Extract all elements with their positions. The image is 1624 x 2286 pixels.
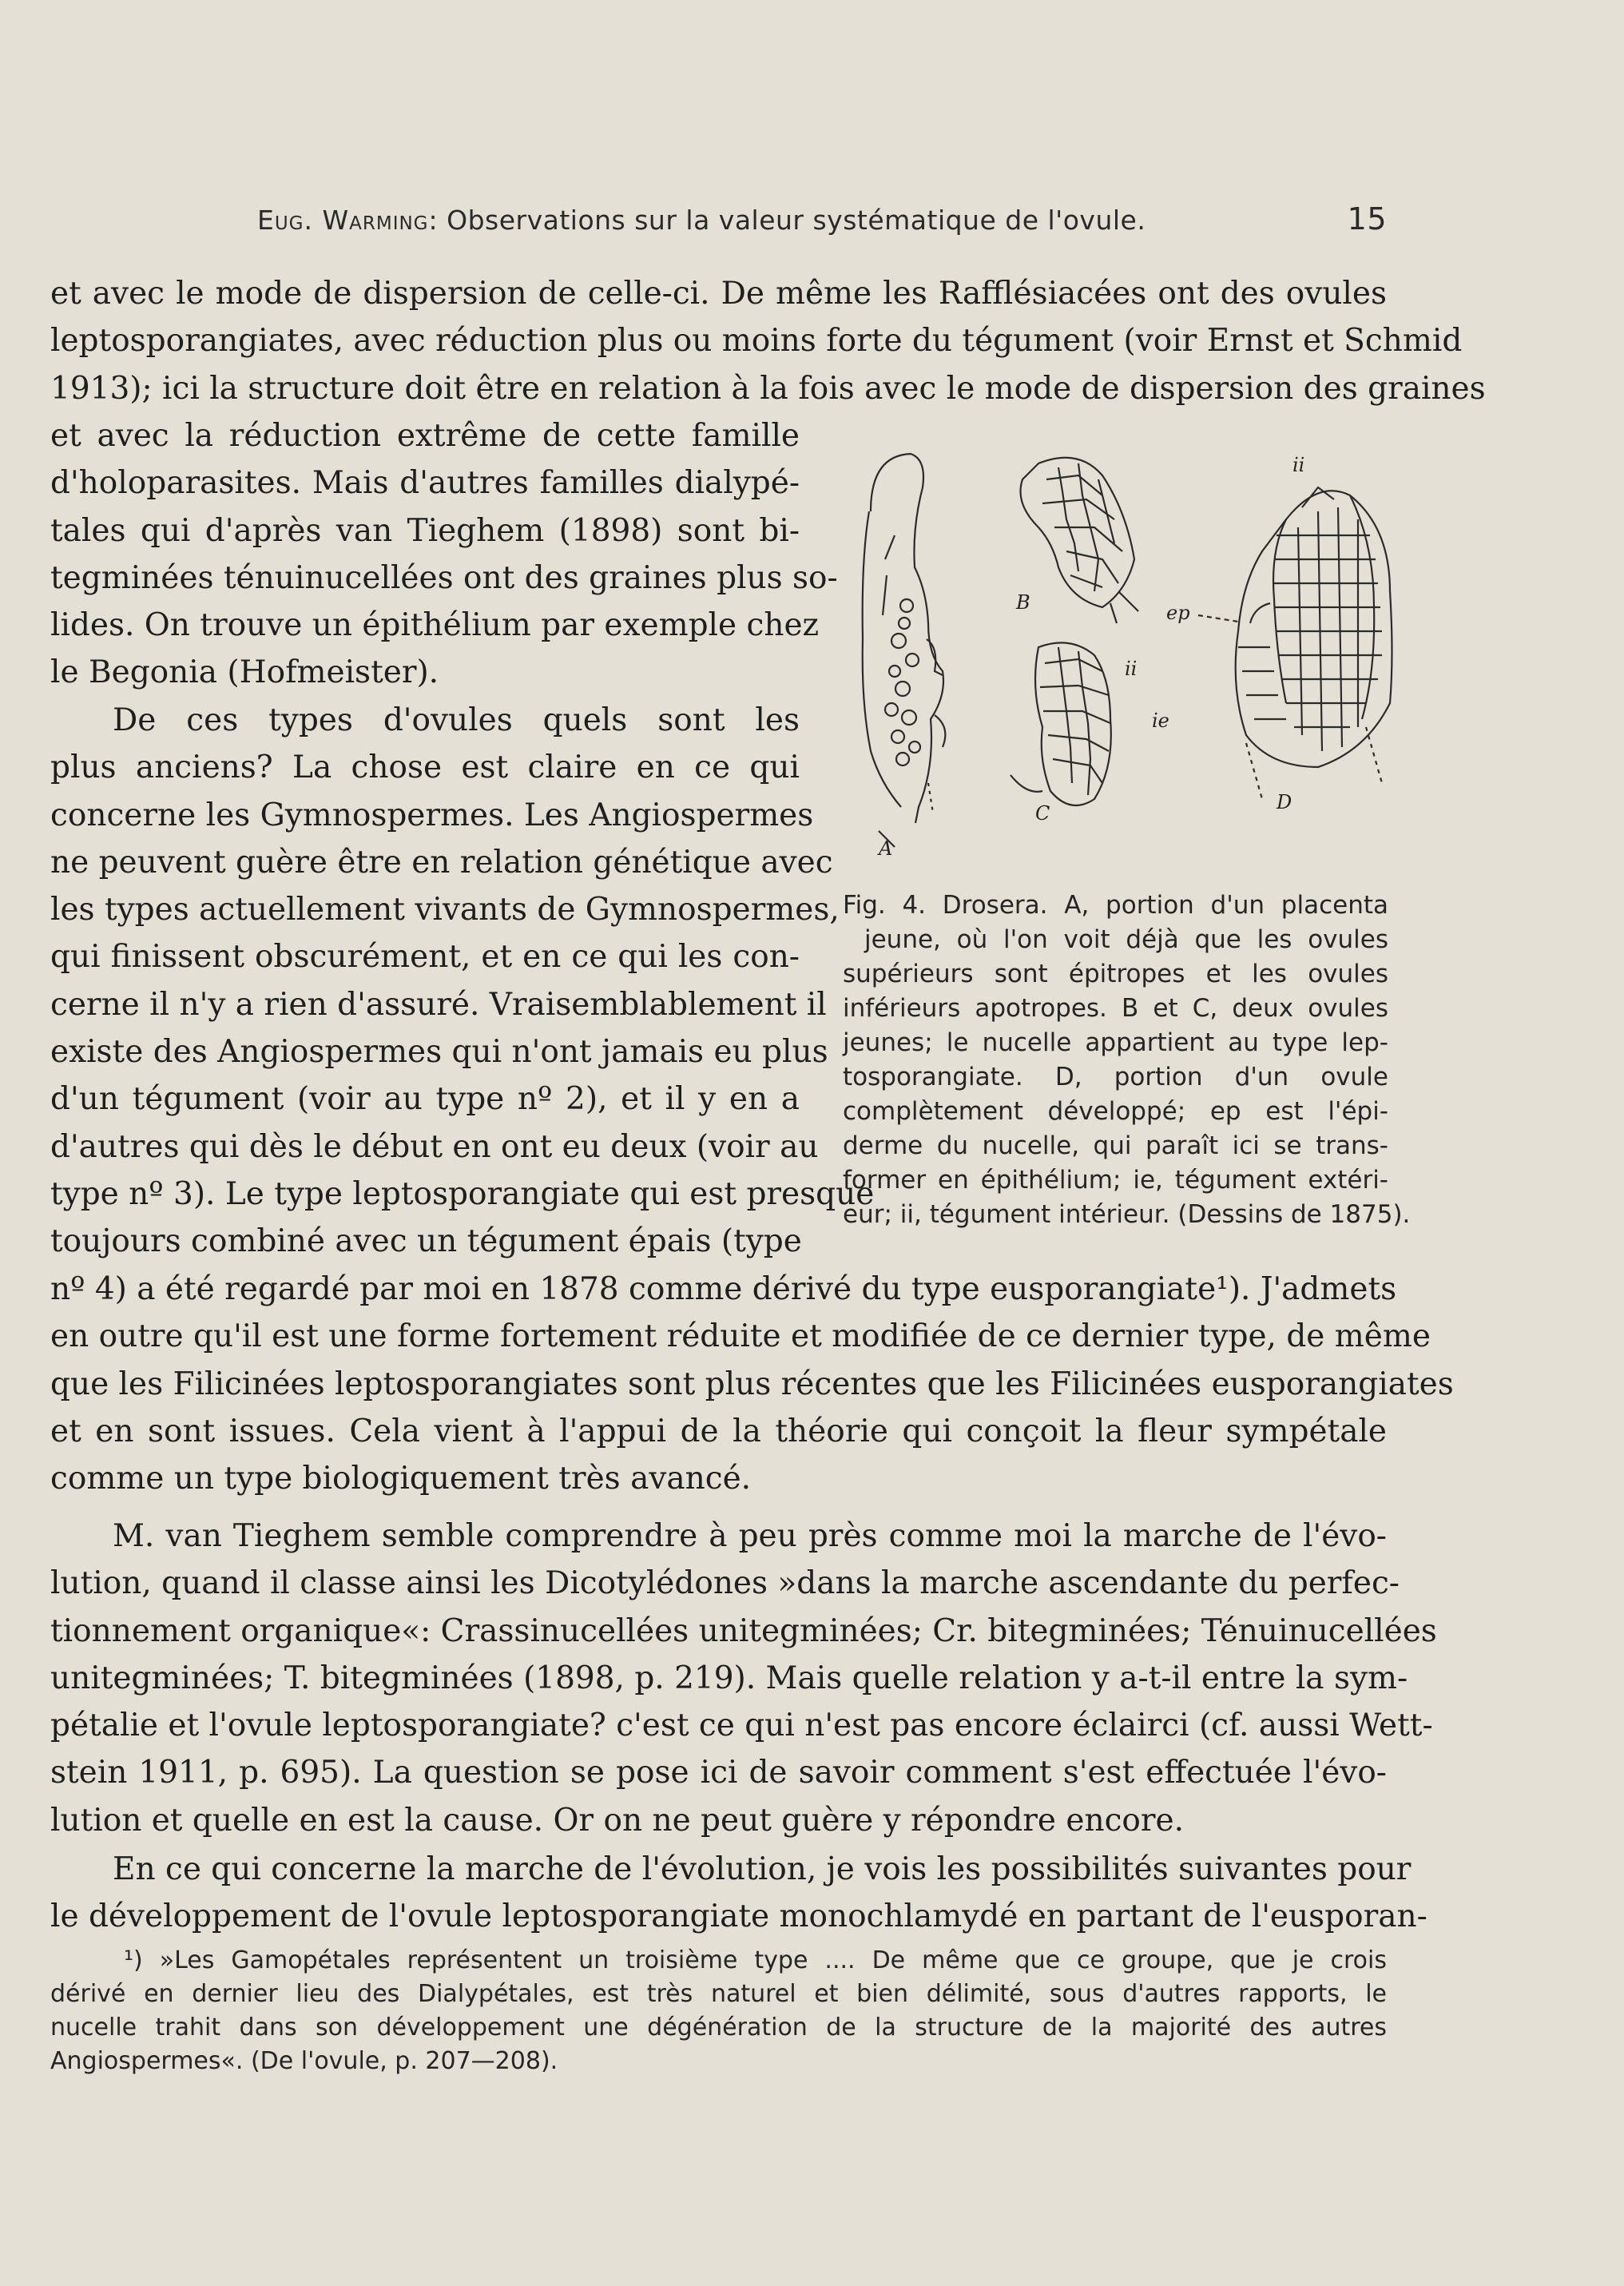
figure-drawing: [839, 431, 1398, 879]
text-line: En ce qui concerne la marche de l'évolution, je vois les possibilités suivantes pour: [113, 1851, 1412, 1887]
text-line: stein 1911, p. 695). La question se pose ici de savoir comment s'est effectuée l'évo-: [50, 1755, 1387, 1791]
text-line: toujours combiné avec un tégument épais (type: [50, 1223, 802, 1260]
text-line: d'autres qui dès le début en ont eu deux (voir au: [50, 1128, 819, 1165]
text-line: d'holoparasites. Mais d'autres familles dialypé-: [50, 465, 800, 502]
text-line: plus anciens? La chose est claire en ce qui: [50, 749, 800, 786]
text-line: le Begonia (Hofmeister).: [50, 654, 439, 691]
text-line: De ces types d'ovules quels sont les: [113, 702, 800, 738]
text-line: d'un tégument (voir au type nº 2), et il y en a: [50, 1081, 800, 1118]
caption-line: Fig. 4. Drosera. A, portion d'un placenta: [843, 891, 1388, 920]
text-line: nº 4) a été regardé par moi en 1878 comme dérivé du type eusporangiate¹). J'admets: [50, 1271, 1397, 1307]
caption-line: jeunes; le nucelle appartient au type lep-: [843, 1028, 1388, 1057]
figure-d-ovule: [1198, 487, 1392, 799]
caption-line: derme du nucelle, qui paraît ici se trans-: [843, 1131, 1388, 1160]
caption-line: complètement développé; ep est l'épi-: [843, 1097, 1388, 1126]
paragraph-1-column: [50, 412, 838, 697]
footnote-line: Angiospermes«. (De l'ovule, p. 207—208).: [50, 2047, 558, 2075]
text-line: lution, quand il classe ainsi les Dicotylédones »dans la marche ascendante du perfec-: [50, 1565, 1400, 1602]
text-line: leptosporangiates, avec réduction plus ou moins forte du tégument (voir Ernst et Schmid: [50, 323, 1463, 360]
figure-b-ovule: [1021, 458, 1139, 623]
text-line: type nº 3). Le type leptosporangiate qui est presque: [50, 1175, 875, 1212]
text-line: et avec la réduction extrême de cette famille: [50, 418, 800, 454]
caption-line: supérieurs sont épitropes et les ovules: [843, 960, 1388, 988]
text-line: que les Filicinées leptosporangiates sont plus récentes que les Filicinées eusporangiates: [50, 1366, 1454, 1402]
paragraph-2-full: [50, 1266, 1454, 1502]
paragraph-3: [50, 1513, 1437, 1844]
caption-line: former en épithélium; ie, tégument extéri-: [843, 1166, 1388, 1195]
text-line: en outre qu'il est une forme fortement réduite et modifiée de ce dernier type, de même: [50, 1318, 1431, 1355]
text-line: et avec le mode de dispersion de celle-ci. De même les Rafflésiacées ont des ovules: [50, 276, 1387, 312]
text-line: unitegminées; T. bitegminées (1898, p. 219). Mais quelle relation y a-t-il entre la sym-: [50, 1660, 1408, 1696]
paragraph-2-column: [50, 697, 875, 1266]
label-b: B: [1016, 591, 1030, 614]
running-header: [257, 198, 1387, 238]
figure-c-ovule: [1011, 642, 1111, 805]
text-line: cerne il n'y a rien d'assuré. Vraisemblablement il: [50, 986, 827, 1023]
caption-line: inférieurs apotropes. B et C, deux ovules: [843, 994, 1388, 1023]
text-line: qui finissent obscurément, et en ce qui les con-: [50, 939, 800, 976]
text-line: ne peuvent guère être en relation génétique avec: [50, 844, 833, 881]
text-line: existe des Angiospermes qui n'ont jamais eu plus: [50, 1034, 828, 1071]
text-line: 1913); ici la structure doit être en relation à la fois avec le mode de dispersion des graines: [50, 370, 1486, 407]
footnote-line: dérivé en dernier lieu des Dialypétales, est très naturel et bien délimité, sous d'autres rapports, le: [50, 1980, 1387, 2008]
label-ep: ep: [1166, 602, 1190, 624]
footnote: [50, 1944, 1387, 2078]
text-line: le développement de l'ovule leptosporangiate monochlamydé en partant de l'eusporan-: [50, 1898, 1427, 1935]
text-line: tegminées ténuinucellées ont des graines plus so-: [50, 559, 838, 596]
text-line: tales qui d'après van Tieghem (1898) sont bi-: [50, 512, 800, 549]
text-line: et en sont issues. Cela vient à l'appui de la théorie qui conçoit la fleur sympétale: [50, 1413, 1387, 1449]
text-line: concerne les Gymnospermes. Les Angiospermes: [50, 797, 814, 833]
text-line: lides. On trouve un épithélium par exemple chez: [50, 607, 820, 644]
header-author-last: Warming: [322, 205, 429, 236]
caption-line: jeune, où l'on voit déjà que les ovules: [864, 925, 1388, 954]
text-line: pétalie et l'ovule leptosporangiate? c'est ce qui n'est pas encore éclairci (cf. aussi Wett-: [50, 1708, 1433, 1744]
label-ii-mid: ii: [1125, 658, 1138, 680]
page-number: 15: [1347, 201, 1387, 237]
label-ii-top: ii: [1292, 454, 1305, 476]
text-line: lution et quelle en est la cause. Or on ne peut guère y répondre encore.: [50, 1802, 1185, 1839]
label-a: A: [879, 837, 893, 860]
text-line: les types actuellement vivants de Gymnospermes,: [50, 892, 840, 928]
paragraph-4: [50, 1846, 1427, 1941]
label-c: C: [1035, 802, 1050, 825]
text-line: M. van Tieghem semble comprendre à peu près comme moi la marche de l'évo-: [113, 1518, 1387, 1554]
label-ie: ie: [1152, 710, 1169, 732]
header-author-first: Eug.: [257, 205, 323, 236]
footnote-line: ¹) »Les Gamopétales représentent un troisième type .... De même que ce groupe, que je crois: [124, 1946, 1387, 1974]
label-d: D: [1277, 791, 1292, 813]
caption-line: tosporangiate. D, portion d'un ovule: [843, 1063, 1388, 1091]
footnote-line: nucelle trahit dans son développement une dégénération de la structure de la majorité des autres: [50, 2014, 1387, 2041]
paragraph-1-top: [50, 270, 1486, 412]
running-title: [257, 205, 1146, 236]
figure-a-placenta: [863, 454, 946, 847]
figure-drosera: [839, 431, 1398, 879]
caption-line: eur; ii, tégument intérieur. (Dessins de 1875).: [843, 1200, 1411, 1229]
header-title: : Observations sur la valeur systématique de l'ovule.: [428, 205, 1146, 236]
text-line: tionnement organique«: Crassinucellées unitegminées; Cr. bitegminées; Ténuinucellées: [50, 1612, 1437, 1649]
figure-caption: [843, 889, 1411, 1232]
text-line: comme un type biologiquement très avancé.: [50, 1461, 752, 1497]
